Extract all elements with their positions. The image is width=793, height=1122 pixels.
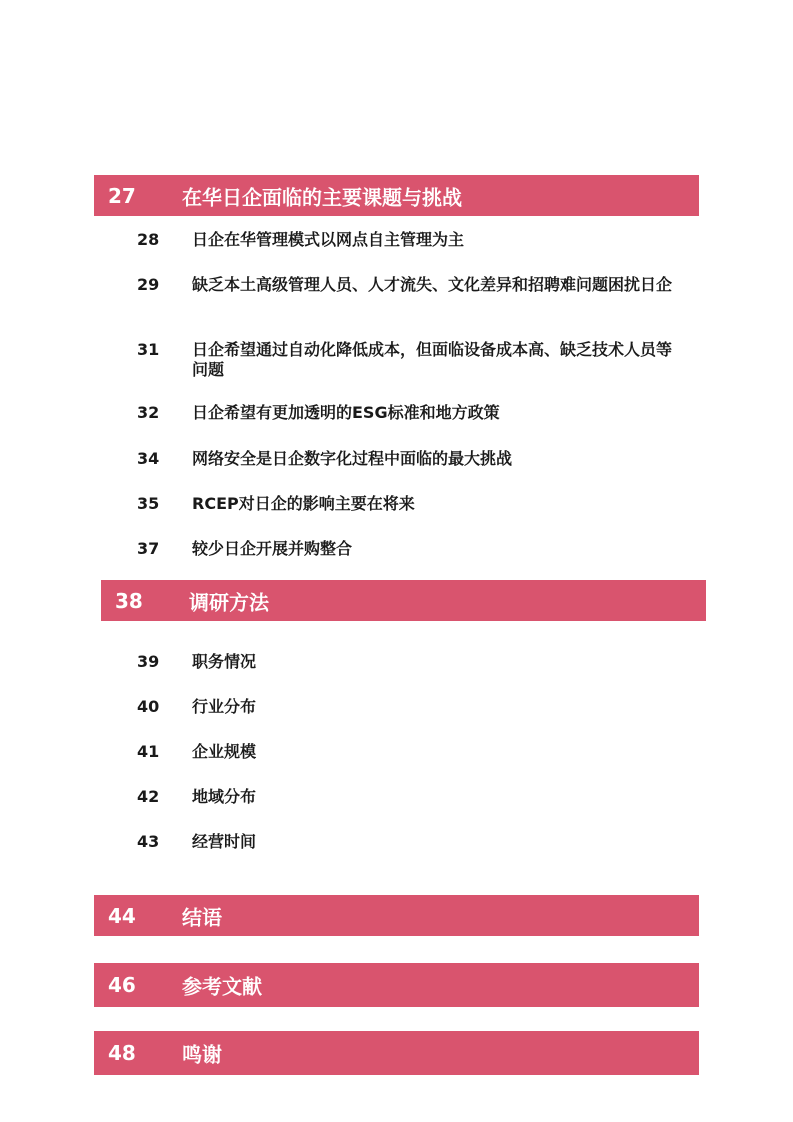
entry-page-number: 34 bbox=[137, 449, 160, 468]
toc-section-header[interactable] bbox=[94, 895, 699, 936]
entry-page-number: 35 bbox=[137, 494, 160, 513]
entry-page-number: 28 bbox=[137, 230, 160, 249]
entry-title: 企业规模 bbox=[192, 742, 257, 761]
entry-title: RCEP对日企的影响主要在将来 bbox=[192, 494, 415, 513]
section-title: 参考文献 bbox=[182, 974, 262, 999]
entry-title: 经营时间 bbox=[192, 832, 257, 851]
entry-page-number: 32 bbox=[137, 403, 160, 422]
section-number: 27 bbox=[108, 183, 136, 208]
toc-section-header[interactable] bbox=[94, 1031, 699, 1075]
entry-page-number: 31 bbox=[137, 340, 160, 359]
entry-title: 日企希望通过自动化降低成本，但面临设备成本高、缺乏技术人员等问题 bbox=[192, 340, 673, 379]
entry-title: 行业分布 bbox=[192, 697, 257, 716]
entry-title: 较少日企开展并购整合 bbox=[192, 539, 353, 558]
section-number: 44 bbox=[108, 903, 136, 928]
section-title: 鸣谢 bbox=[182, 1042, 222, 1067]
toc-section-header[interactable] bbox=[101, 580, 706, 621]
entry-title: 缺乏本土高级管理人员、人才流失、文化差异和招聘难问题困扰日企 bbox=[192, 275, 673, 294]
entry-title: 日企希望有更加透明的ESG标准和地方政策 bbox=[192, 403, 500, 422]
section-number: 48 bbox=[108, 1041, 136, 1065]
section-number: 38 bbox=[115, 588, 143, 613]
section-number: 46 bbox=[108, 973, 136, 997]
section-title: 调研方法 bbox=[189, 590, 269, 614]
entry-title: 日企在华管理模式以网点自主管理为主 bbox=[192, 230, 465, 249]
entry-page-number: 29 bbox=[137, 275, 160, 294]
entry-page-number: 40 bbox=[137, 697, 160, 716]
entry-page-number: 41 bbox=[137, 742, 160, 761]
entry-page-number: 37 bbox=[137, 539, 160, 558]
entry-title: 网络安全是日企数字化过程中面临的最大挑战 bbox=[192, 449, 513, 468]
toc-section-header[interactable] bbox=[94, 175, 699, 216]
toc-section-header[interactable] bbox=[94, 963, 699, 1007]
section-title: 在华日企面临的主要课题与挑战 bbox=[182, 185, 462, 209]
entry-title: 职务情况 bbox=[192, 652, 257, 671]
section-title: 结语 bbox=[182, 905, 222, 929]
entry-title: 地域分布 bbox=[192, 787, 257, 806]
entry-page-number: 42 bbox=[137, 787, 160, 806]
entry-page-number: 39 bbox=[137, 652, 160, 671]
entry-page-number: 43 bbox=[137, 832, 160, 851]
